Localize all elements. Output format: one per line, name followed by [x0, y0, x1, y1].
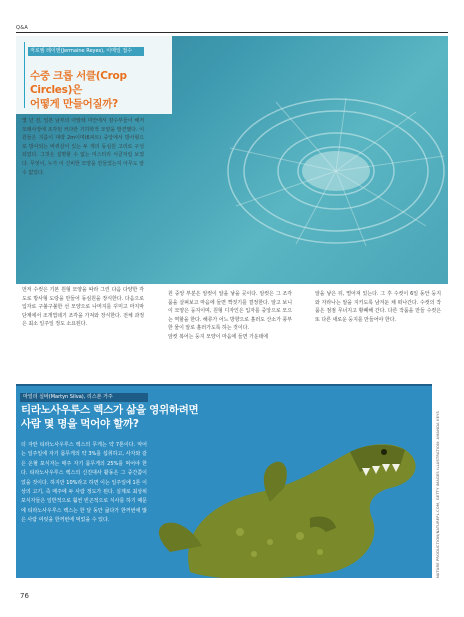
- column-3-body: 알을 낳은 뒤, 떨어져 있는다. 그 후 수컷이 6일 동안 둥지와 자라나는 알을 지키도록 남겨둔 채 떠나간다. 수컷의 작품은 점점 무너지고 황폐해 간다. 다른 작품을 만들 수컷은 또 다른 새로운 둥지를 만들어야 한다.: [315, 291, 441, 323]
- section-tag: Q&A: [16, 25, 29, 31]
- question-title: [30, 69, 170, 111]
- answer-title: [21, 403, 251, 431]
- answer-title-line2: 사람 몇 명을 먹어야 할까?: [21, 418, 139, 430]
- question-accent-line: [24, 42, 25, 108]
- question-author: 저로엠 레이엔(Jermaine Reyes), 이메일 접수: [30, 48, 133, 54]
- column-3: [315, 290, 441, 324]
- answer-author: 마얼리 실바(Martyn Silva), 리스본 거주: [23, 394, 113, 400]
- page-number: 76: [20, 592, 29, 600]
- column-1-body: 먼저 수컷은 기본 원형 모양을 따라 그린 다음 다양한 각도로 방사형 도랑을 만들어 동심원을 장식한다. 다음으로 입자로 구불구불한 선 모양으로 나머지를 꾸미고 마지막 단계에서 조개껍데기 조각을 가져와 장식한다. 전체 과정은 최소 일주일 정도 소요된다.: [22, 287, 144, 328]
- column-2-body: 원 중앙 부분은 암컷이 알을 낳을 곳이다. 암컷은 그 조각품을 살펴보고 마음에 들면 짝짓기를 결정한다. 알고 보니 이 모양은 둥지이며, 원형 디자인은 입자를 중앙으로 모으는 역할을 한다. 해류가 어느 방향으로 흘러도 산소가 풍부한 물이 알로 흘러가도록 하는 것이다.: [168, 291, 292, 332]
- header-rule: [16, 32, 448, 33]
- column-2: [168, 290, 292, 342]
- question-title-line1: 수중 크롭 서클(Crop Circles)은: [30, 70, 127, 96]
- t-rex-illustration: [150, 422, 432, 578]
- question-panel: [16, 36, 172, 114]
- photo-credit-text: NATURE PRODUCTION/NATUREPL.COM, GETTY IMAGES ILLUSTRATION: AMANDA KEYS: [436, 411, 440, 578]
- answer-body: 더 자란 티라노사우루스 렉스의 무게는 약 7톤이다. 악어는 일주일에 자기 몸무게의 약 3%를 섭취하고, 사자와 같은 온혈 포식자는 매주 자기 몸무게의 25%를 먹어야 한다. 티라노사우루스 렉스의 신진대사 활동은 그 중간쯤이었을 것이다. 하지만 10%라고 하면 이는 일주일에 1톤 이상의 고기, 즉 매주에 두 사람 정도가 된다. 실제로 최상위 포식자들은 일반적으로 훨씬 빈곤적으로 식사를 하기 때문에 티라노사우루스 렉스는 한 달 동안 굶다가 한꺼번에 많은 사람 여럿을 한꺼번에 먹었을 수 있다.: [21, 442, 147, 524]
- column-2-caption: 암컷 복어는 둥지 모양이 마음에 들면 가운데에: [168, 333, 269, 340]
- photo-credit: [436, 384, 444, 578]
- question-title-line2: 어떻게 만들어질까?: [30, 98, 118, 110]
- answer-title-line1: 티라노사우루스 렉스가 삶을 영위하려면: [21, 404, 199, 416]
- column-1-intro: 몇 년 전, 일본 남부의 아말레 미안에서 잠수부들이 해저 모래사장에 조각된 커다란 기하학적 모양을 발견했다. 이 원들은 지름이 대략 2m이며(6피트) 중앙에서 방사형으로 방사되는 바퀴살이 있는 두 개의 동심원 고리로 구성되었다. 그것은 설명할 수 없는 미스터리 서클처럼 보였다. 무엇이, 누가 이 신비한 모양을 만들었는지 아무도 알 수 없었다.: [22, 118, 144, 176]
